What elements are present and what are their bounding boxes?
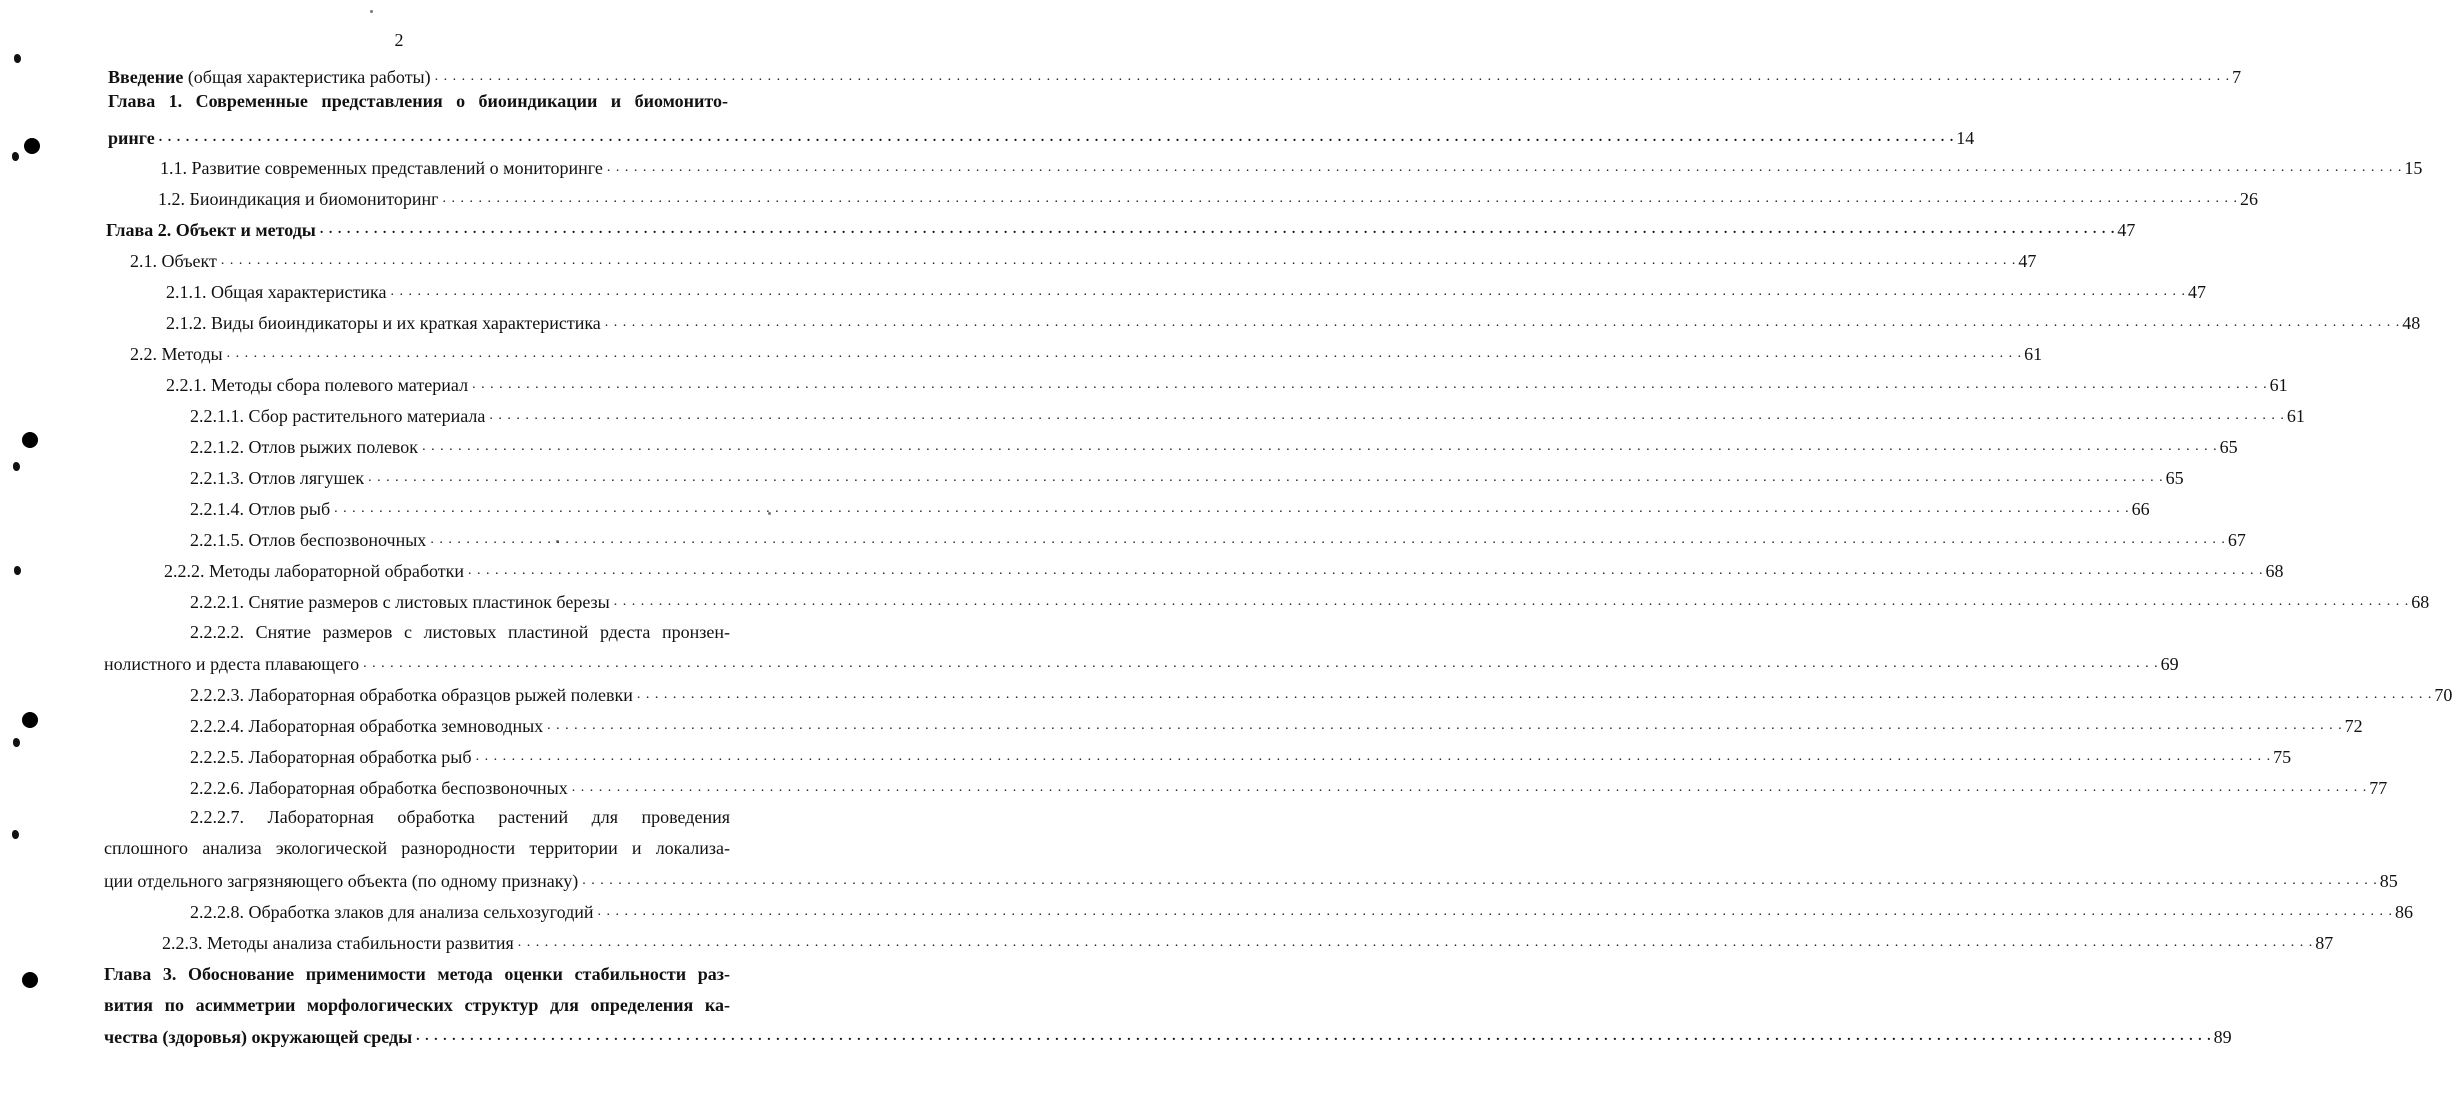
scan-mark xyxy=(14,54,21,63)
toc-leader-dots: . . . . . . . . . . . . . . . . . . . . . . . . . . . . . . . . . . . . . . . . . . . . . . . . . . . . . . . . . . . . . . . . . . . . . . . . . . . . . . . . . . . . . . . . . . . . . . . . . . . . . . . . . . . . . . . . . . . . . . . . . . . . . . . . . . . . . . . . . . . . . . . . . . . . . . . . . . . . . . . . . . . . . . . . . . . . . . . . . . . . . . . . . . . . . . . . . . . . . . . . xyxy=(547,718,2343,733)
toc-entry-2-2-2-1[interactable] xyxy=(190,583,2430,613)
toc-leader-dots: . . . . . . . . . . . . . . . . . . . . . . . . . . . . . . . . . . . . . . . . . . . . . . . . . . . . . . . . . . . . . . . . . . . . . . . . . . . . . . . . . . . . . . . . . . . . . . . . . . . . . . . . . . . . . . . . . . . . . . . . . . . . . . . . . . . . . . . . . . . . . . . . . . . . . . . . . . . . . . . . . . . . . . . . . . . . . . . . . . . . . . . . . . . . . . . . . . . . . . . . xyxy=(368,470,2164,485)
toc-leader-dots: . . . . . . . . . . . . . . . . . . . . . . . . . . . . . . . . . . . . . . . . . . . . . . . . . . . . . . . . . . . . . . . . . . . . . . . . . . . . . . . . . . . . . . . . . . . . . . . . . . . . . . . . . . . . . . . . . . . . . . . . . . . . . . . . . . . . . . . . . . . . . . . . . . . . . . . . . . . . . . . . . . . . . . . . . . . . . . . . . . . . . . . . . . . . . . . . . . . . . . . . xyxy=(422,439,2218,454)
toc-entry-text: 1.1. Развитие современных представлений о мониторинге xyxy=(160,158,603,178)
toc-entry-text: 2.2.1.3. Отлов лягушек xyxy=(190,468,365,488)
toc-entry-2-2-2-8[interactable] xyxy=(190,893,2413,923)
toc-page-number: 69 xyxy=(2160,654,2179,674)
toc-entry-text: 2.1.2. Виды биоиндикаторы и их краткая характеристика xyxy=(166,313,601,333)
toc-entry-text: 2.2.2.8. Обработка злаков для анализа сельхозугодий xyxy=(190,902,594,922)
toc-leader-dots: . . . . . . . . . . . . . . . . . . . . . . . . . . . . . . . . . . . . . . . . . . . . . . . . . . . . . . . . . . . . . . . . . . . . . . . . . . . . . . . . . . . . . . . . . . . . . . . . . . . . . . . . . . . . . . . . . . . . . . . . . . . . . . . . . . . . . . . . . . . . . . . . . . . . . . . . . . . . . . . . . . . . . . . . . . . . . . . . . . . . . . . . . . . . . . . . . . . . . . . . xyxy=(597,904,2393,919)
toc-entry-text: 2.2. Методы xyxy=(130,344,223,364)
toc-entry-chapter-2[interactable] xyxy=(106,211,2136,241)
toc-entry-2-2-1[interactable] xyxy=(166,366,2288,396)
toc-leader-dots: . . . . . . . . . . . . . . . . . . . . . . . . . . . . . . . . . . . . . . . . . . . . . . . . . . . . . . . . . . . . . . . . . . . . . . . . . . . . . . . . . . . . . . . . . . . . . . . . . . . . . . . . . . . . . . . . . . . . . . . . . . . . . . . . . . . . . . . . . . . . . . . . . . . . . . . . . . . . . . . . . . . . . . . . . . . . . . . . . . . . . . . . . . . . . . . . . . . . . . . . xyxy=(220,253,2017,268)
toc-entry-chapter-3[interactable] xyxy=(104,1018,2232,1048)
toc-entry-2-2-1-1[interactable] xyxy=(190,397,2305,427)
scan-mark xyxy=(14,566,21,575)
toc-page-number: 77 xyxy=(2369,778,2388,798)
toc-page-number: 47 xyxy=(2117,220,2136,240)
toc-leader-dots: . . . . . . . . . . . . . . . . . . . . . . . . . . . . . . . . . . . . . . . . . . . . . . . . . . . . . . . . . . . . . . . . . . . . . . . . . . . . . . . . . . . . . . . . . . . . . . . . . . . . . . . . . . . . . . . . . . . . . . . . . . . . . . . . . . . . . . . . . . . . . . . . . . . . . . . . . . . . . . . . . . . . . . . . . . . . . . . . . . . . . . . . . . . . . . . . . . . . . . . . xyxy=(636,687,2433,702)
toc-entry-introduction[interactable] xyxy=(108,58,2242,88)
toc-entry-text: ринге xyxy=(108,128,155,148)
toc-leader-dots: . . . . . . . . . . . . . . . . . . . . . . . . . . . . . . . . . . . . . . . . . . . . . . . . . . . . . . . . . . . . . . . . . . . . . . . . . . . . . . . . . . . . . . . . . . . . . . . . . . . . . . . . . . . . . . . . . . . . . . . . . . . . . . . . . . . . . . . . . . . . . . . . . . . . . . . . . . . . . . . . . . . . . . . . . . . . . . . . . . . . . . . . . . . . . . . . . . . . . . . . xyxy=(158,130,1955,145)
toc-entry-2-2-2-2[interactable] xyxy=(104,645,2179,675)
scan-mark xyxy=(13,738,20,747)
toc-entry-text: 2.2.1.2. Отлов рыжих полевок xyxy=(190,437,419,457)
page-number: 2 xyxy=(394,30,404,50)
toc-entry-2-1-1[interactable] xyxy=(166,273,2206,303)
toc-entry-text: 2.2.1.4. Отлов рыб xyxy=(190,499,331,519)
toc-leader-dots: . . . . . . . . . . . . . . . . . . . . . . . . . . . . . . . . . . . . . . . . . . . . . . . . . . . . . . . . . . . . . . . . . . . . . . . . . . . . . . . . . . . . . . . . . . . . . . . . . . . . . . . . . . . . . . . . . . . . . . . . . . . . . . . . . . . . . . . . . . . . . . . . . . . . . . . . . . . . . . . . . . . . . . . . . . . . . . . . . . . . . . . . . . . . . . . . . . . . . . . . xyxy=(334,501,2130,516)
toc-leader-dots: . . . . . . . . . . . . . . . . . . . . . . . . . . . . . . . . . . . . . . . . . . . . . . . . . . . . . . . . . . . . . . . . . . . . . . . . . . . . . . . . . . . . . . . . . . . . . . . . . . . . . . . . . . . . . . . . . . . . . . . . . . . . . . . . . . . . . . . . . . . . . . . . . . . . . . . . . . . . . . . . . . . . . . . . . . . . . . . . . . . . . . . . . . . . . . . . . . . . . . . . xyxy=(517,935,2314,950)
toc-chapter-3-line2[interactable]: вития по асимметрии морфологических структур для определения ка- xyxy=(104,995,730,1015)
toc-entry-2-2-2-7[interactable] xyxy=(104,862,2398,892)
toc-page-number: 61 xyxy=(2269,375,2288,395)
toc-page-number: 68 xyxy=(2411,592,2430,612)
toc-entry-2-2-2-3[interactable] xyxy=(190,676,2452,706)
toc-page-number: 89 xyxy=(2213,1027,2232,1047)
toc-entry-2-2-1-3[interactable] xyxy=(190,459,2184,489)
toc-entry-text: 2.2.2.4. Лабораторная обработка земноводных xyxy=(190,716,544,736)
toc-page-number: 87 xyxy=(2315,933,2334,953)
toc-entry-text: 2.2.3. Методы анализа стабильности развития xyxy=(162,933,514,953)
binder-hole xyxy=(24,138,40,154)
toc-leader-dots: . . . . . . . . . . . . . . . . . . . . . . . . . . . . . . . . . . . . . . . . . . . . . . . . . . . . . . . . . . . . . . . . . . . . . . . . . . . . . . . . . . . . . . . . . . . . . . . . . . . . . . . . . . . . . . . . . . . . . . . . . . . . . . . . . . . . . . . . . . . . . . . . . . . . . . . . . . . . . . . . . . . . . . . . . . . . . . . . . . . . . . . . . . . . . . . . . . . . . . . . xyxy=(606,160,2403,175)
toc-entry-text: 2.2.2.6. Лабораторная обработка беспозвоночных xyxy=(190,778,568,798)
toc-page-number: 65 xyxy=(2219,437,2238,457)
toc-entry-text: 2.1.1. Общая характеристика xyxy=(166,282,387,302)
toc-page-number: 75 xyxy=(2273,747,2292,767)
scan-speck xyxy=(370,10,373,13)
toc-page-number: 61 xyxy=(2286,406,2305,426)
toc-page-number: 26 xyxy=(2240,189,2259,209)
toc-leader-dots: . . . . . . . . . . . . . . . . . . . . . . . . . . . . . . . . . . . . . . . . . . . . . . . . . . . . . . . . . . . . . . . . . . . . . . . . . . . . . . . . . . . . . . . . . . . . . . . . . . . . . . . . . . . . . . . . . . . . . . . . . . . . . . . . . . . . . . . . . . . . . . . . . . . . . . . . . . . . . . . . . . . . . . . . . . . . . . . . . . . . . . . . . . . . . . . . . . . . . . . . xyxy=(226,346,2023,361)
toc-leader-dots: . . . . . . . . . . . . . . . . . . . . . . . . . . . . . . . . . . . . . . . . . . . . . . . . . . . . . . . . . . . . . . . . . . . . . . . . . . . . . . . . . . . . . . . . . . . . . . . . . . . . . . . . . . . . . . . . . . . . . . . . . . . . . . . . . . . . . . . . . . . . . . . . . . . . . . . . . . . . . . . . . . . . . . . . . . . . . . . . . . . . . . . . . . . . . . . . . . . . . . . . xyxy=(363,656,2159,671)
toc-leader-dots: . . . . . . . . . . . . . . . . . . . . . . . . . . . . . . . . . . . . . . . . . . . . . . . . . . . . . . . . . . . . . . . . . . . . . . . . . . . . . . . . . . . . . . . . . . . . . . . . . . . . . . . . . . . . . . . . . . . . . . . . . . . . . . . . . . . . . . . . . . . . . . . . . . . . . . . . . . . . . . . . . . . . . . . . . . . . . . . . . . . . . . . . . . . . . . . . . . . . . . . . xyxy=(472,377,2268,392)
toc-page-number: 66 xyxy=(2131,499,2150,519)
toc-entry-text: 2.2.2.1. Снятие размеров с листовых пластинок березы xyxy=(190,592,610,612)
toc-page-number: 67 xyxy=(2227,530,2246,550)
toc-entry-2-2-3[interactable] xyxy=(162,924,2334,954)
toc-leader-dots: . . . . . . . . . . . . . . . . . . . . . . . . . . . . . . . . . . . . . . . . . . . . . . . . . . . . . . . . . . . . . . . . . . . . . . . . . . . . . . . . . . . . . . . . . . . . . . . . . . . . . . . . . . . . . . . . . . . . . . . . . . . . . . . . . . . . . . . . . . . . . . . . . . . . . . . . . . . . . . . . . . . . . . . . . . . . . . . . . . . . . . . . . . . . . . . . . . . . . . . . xyxy=(604,315,2401,330)
toc-page-number: 47 xyxy=(2187,282,2206,302)
toc-entry-2-1-2[interactable] xyxy=(166,304,2421,334)
toc-page-number: 65 xyxy=(2165,468,2184,488)
toc-intro-bold: Введение xyxy=(108,67,184,87)
binder-hole xyxy=(22,712,38,728)
toc-leader-dots: . . . . . . . . . . . . . . . . . . . . . . . . . . . . . . . . . . . . . . . . . . . . . . . . . . . . . . . . . . . . . . . . . . . . . . . . . . . . . . . . . . . . . . . . . . . . . . . . . . . . . . . . . . . . . . . . . . . . . . . . . . . . . . . . . . . . . . . . . . . . . . . . . . . . . . . . . . . . . . . . . . . . . . . . . . . . . . . . . . . . . . . . . . . . . . . . . . . . . . . . xyxy=(416,1029,2212,1044)
toc-entry-1-1[interactable] xyxy=(160,149,2423,179)
toc-page-number: 72 xyxy=(2344,716,2363,736)
toc-page-number: 14 xyxy=(1956,128,1975,148)
toc-leader-dots: . . . . . . . . . . . . . . . . . . . . . . . . . . . . . . . . . . . . . . . . . . . . . . . . . . . . . . . . . . . . . . . . . . . . . . . . . . . . . . . . . . . . . . . . . . . . . . . . . . . . . . . . . . . . . . . . . . . . . . . . . . . . . . . . . . . . . . . . . . . . . . . . . . . . . . . . . . . . . . . . . . . . . . . . . . . . . . . . . . . . . . . . . . . . . . . . . . . . . . . . xyxy=(489,408,2285,423)
toc-entry-2-2-2[interactable] xyxy=(164,552,2284,582)
toc-leader-dots: . . . . . . . . . . . . . . . . . . . . . . . . . . . . . . . . . . . . . . . . . . . . . . . . . . . . . . . . . . . . . . . . . . . . . . . . . . . . . . . . . . . . . . . . . . . . . . . . . . . . . . . . . . . . . . . . . . . . . . . . . . . . . . . . . . . . . . . . . . . . . . . . . . . . . . . . . . . . . . . . . . . . . . . . . . . . . . . . . . . . . . . . . . . . . . . . . . . . . . . . xyxy=(390,284,2186,299)
toc-page-number: 85 xyxy=(2379,871,2398,891)
toc-entry-text: чества (здоровья) окружающей среды xyxy=(104,1027,413,1047)
toc-leader-dots: . . . . . . . . . . . . . . . . . . . . . . . . . . . . . . . . . . . . . . . . . . . . . . . . . . . . . . . . . . . . . . . . . . . . . . . . . . . . . . . . . . . . . . . . . . . . . . . . . . . . . . . . . . . . . . . . . . . . . . . . . . . . . . . . . . . . . . . . . . . . . . . . . . . . . . . . . . . . . . . . . . . . . . . . . . . . . . . . . . . . . . . . . . . . . . . . . . . . . . . . xyxy=(582,873,2378,888)
toc-leader-dots: . . . . . . . . . . . . . . . . . . . . . . . . . . . . . . . . . . . . . . . . . . . . . . . . . . . . . . . . . . . . . . . . . . . . . . . . . . . . . . . . . . . . . . . . . . . . . . . . . . . . . . . . . . . . . . . . . . . . . . . . . . . . . . . . . . . . . . . . . . . . . . . . . . . . . . . . . . . . . . . . . . . . . . . . . . . . . . . . . . . . . . . . . . . . . . . . . . . . . . . . xyxy=(434,69,2231,84)
toc-leader-dots: . . . . . . . . . . . . . . . . . . . . . . . . . . . . . . . . . . . . . . . . . . . . . . . . . . . . . . . . . . . . . . . . . . . . . . . . . . . . . . . . . . . . . . . . . . . . . . . . . . . . . . . . . . . . . . . . . . . . . . . . . . . . . . . . . . . . . . . . . . . . . . . . . . . . . . . . . . . . . . . . . . . . . . . . . . . . . . . . . . . . . . . . . . . . . . . . . . . . . . . . xyxy=(467,563,2264,578)
toc-entry-text: 2.1. Объект xyxy=(130,251,217,271)
toc-entry-2-2-2-2-line1[interactable]: 2.2.2.2. Снятие размеров с листовых пластиной рдеста пронзен- xyxy=(190,622,730,642)
toc-entry-text: ции отдельного загрязняющего объекта (по одному признаку) xyxy=(104,871,579,891)
scan-mark xyxy=(13,462,20,471)
toc-leader-dots: . . . . . . . . . . . . . . . . . . . . . . . . . . . . . . . . . . . . . . . . . . . . . . . . . . . . . . . . . . . . . . . . . . . . . . . . . . . . . . . . . . . . . . . . . . . . . . . . . . . . . . . . . . . . . . . . . . . . . . . . . . . . . . . . . . . . . . . . . . . . . . . . . . . . . . . . . . . . . . . . . . . . . . . . . . . . . . . . . . . . . . . . . . . . . . . . . . . . . . . . xyxy=(442,191,2239,206)
toc-entry-text: 2.2.1.1. Сбор растительного материала xyxy=(190,406,486,426)
toc-page-number: 7 xyxy=(2232,67,2242,87)
toc-leader-dots: . . . . . . . . . . . . . . . . . . . . . . . . . . . . . . . . . . . . . . . . . . . . . . . . . . . . . . . . . . . . . . . . . . . . . . . . . . . . . . . . . . . . . . . . . . . . . . . . . . . . . . . . . . . . . . . . . . . . . . . . . . . . . . . . . . . . . . . . . . . . . . . . . . . . . . . . . . . . . . . . . . . . . . . . . . . . . . . . . . . . . . . . . . . . . . . . . . . . . . . . xyxy=(571,780,2368,795)
toc-entry-text: 2.2.1. Методы сбора полевого материал xyxy=(166,375,469,395)
toc-entry-2-2-1-2[interactable] xyxy=(190,428,2238,458)
toc-entry-2-2[interactable] xyxy=(130,335,2043,365)
toc-entry-text: 1.2. Биоиндикация и биомониторинг xyxy=(158,189,439,209)
toc-entry-2-2-1-5[interactable] xyxy=(190,521,2246,551)
toc-chapter-1-line1[interactable]: Глава 1. Современные представления о биоиндикации и биомонито- xyxy=(108,91,728,111)
toc-entry-text: 2.2.2.5. Лабораторная обработка рыб xyxy=(190,747,472,767)
toc-entry-1-2[interactable] xyxy=(158,180,2259,210)
toc-entry-2-2-2-7-line2[interactable]: сплошного анализа экологической разнородности территории и локализа- xyxy=(104,838,730,858)
toc-entry-text: 2.2.2.3. Лабораторная обработка образцов рыжей полевки xyxy=(190,685,633,705)
toc-entry-text: 2.2.1.5. Отлов беспозвоночных xyxy=(190,530,427,550)
toc-leader-dots: . . . . . . . . . . . . . . . . . . . . . . . . . . . . . . . . . . . . . . . . . . . . . . . . . . . . . . . . . . . . . . . . . . . . . . . . . . . . . . . . . . . . . . . . . . . . . . . . . . . . . . . . . . . . . . . . . . . . . . . . . . . . . . . . . . . . . . . . . . . . . . . . . . . . . . . . . . . . . . . . . . . . . . . . . . . . . . . . . . . . . . . . . . . . . . . . . . . . . . . . xyxy=(430,532,2226,547)
toc-entry-chapter-1[interactable] xyxy=(108,119,1975,149)
toc-entry-2-2-2-7-line1[interactable]: 2.2.2.7. Лабораторная обработка растений для проведения xyxy=(190,807,730,827)
binder-hole xyxy=(22,432,38,448)
toc-entry-2-1[interactable] xyxy=(130,242,2037,272)
toc-page-number: 70 xyxy=(2434,685,2452,705)
toc-leader-dots: . . . . . . . . . . . . . . . . . . . . . . . . . . . . . . . . . . . . . . . . . . . . . . . . . . . . . . . . . . . . . . . . . . . . . . . . . . . . . . . . . . . . . . . . . . . . . . . . . . . . . . . . . . . . . . . . . . . . . . . . . . . . . . . . . . . . . . . . . . . . . . . . . . . . . . . . . . . . . . . . . . . . . . . . . . . . . . . . . . . . . . . . . . . . . . . . . . . . . . . . xyxy=(475,749,2272,764)
toc-entry-2-2-2-5[interactable] xyxy=(190,738,2292,768)
scan-mark xyxy=(12,830,19,839)
toc-entry-text: Глава 2. Объект и методы xyxy=(106,220,316,240)
toc-page-number: 15 xyxy=(2404,158,2423,178)
toc-entry-2-2-2-6[interactable] xyxy=(190,769,2388,799)
toc-chapter-3-line1[interactable]: Глава 3. Обоснование применимости метода оценки стабильности раз- xyxy=(104,964,730,984)
toc-leader-dots: . . . . . . . . . . . . . . . . . . . . . . . . . . . . . . . . . . . . . . . . . . . . . . . . . . . . . . . . . . . . . . . . . . . . . . . . . . . . . . . . . . . . . . . . . . . . . . . . . . . . . . . . . . . . . . . . . . . . . . . . . . . . . . . . . . . . . . . . . . . . . . . . . . . . . . . . . . . . . . . . . . . . . . . . . . . . . . . . . . . . . . . . . . . . . . . . . . . . . . . . xyxy=(613,594,2410,609)
toc-page-number: 47 xyxy=(2018,251,2037,271)
toc-entry-2-2-2-4[interactable] xyxy=(190,707,2363,737)
toc-entry-2-2-1-4[interactable] xyxy=(190,490,2150,520)
toc-intro-text: (общая характеристика работы) xyxy=(183,67,431,87)
toc-page-number: 68 xyxy=(2265,561,2284,581)
toc-page-number: 48 xyxy=(2402,313,2421,333)
toc-entry-text: нолистного и рдеста плавающего xyxy=(104,654,360,674)
toc-page-number: 86 xyxy=(2395,902,2413,922)
toc-entry-text: 2.2.2. Методы лабораторной обработки xyxy=(164,561,464,581)
toc-page-number: 61 xyxy=(2024,344,2043,364)
binder-hole xyxy=(22,972,38,988)
scan-mark xyxy=(12,152,19,161)
toc-leader-dots: . . . . . . . . . . . . . . . . . . . . . . . . . . . . . . . . . . . . . . . . . . . . . . . . . . . . . . . . . . . . . . . . . . . . . . . . . . . . . . . . . . . . . . . . . . . . . . . . . . . . . . . . . . . . . . . . . . . . . . . . . . . . . . . . . . . . . . . . . . . . . . . . . . . . . . . . . . . . . . . . . . . . . . . . . . . . . . . . . . . . . . . . . . . . . . . . . . . . . . . . xyxy=(319,222,2116,237)
